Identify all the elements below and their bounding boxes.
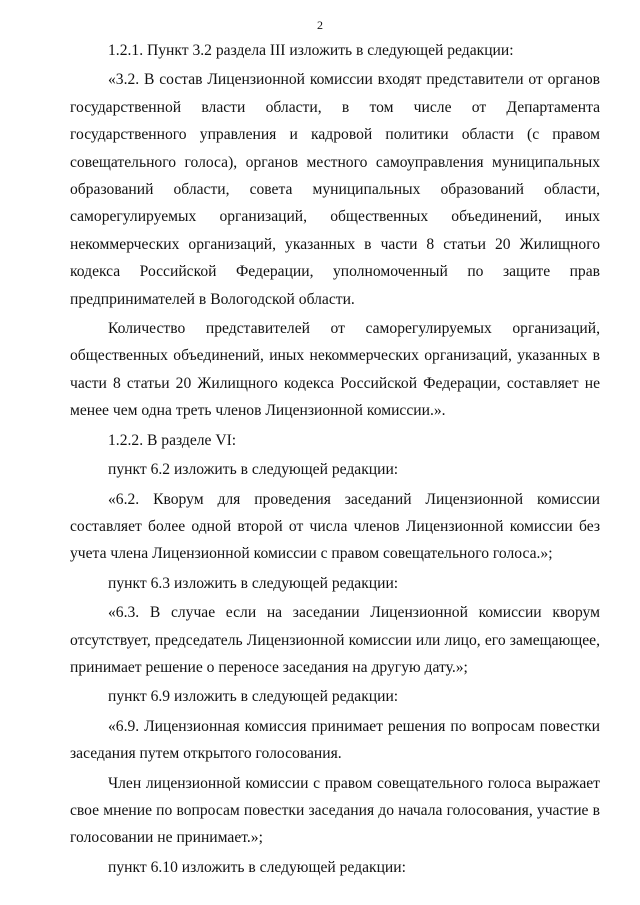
paragraph-1-2-2: 1.2.2. В разделе VI: [108,431,237,449]
page-number: 2 [317,18,323,32]
paragraph-1-2-1: 1.2.1. Пункт 3.2 раздела III изложить в следующей редакции: [108,42,514,59]
paragraph-6-3-heading: пункт 6.3 изложить в следующей редакции: [108,574,399,592]
paragraph-6-2-heading: пункт 6.2 изложить в следующей редакции: [108,461,399,479]
paragraph-3-2: «3.2. В состав Лицензионной комиссии входят представители от органов государственной власти области, в том числе от Департамента государственного управления и кадровой политики области (с правом совещательного голоса), органов местного самоуправления муниципальных образований области, совета муниципальных образований области, саморегулируемых организаций, общественных объединений, иных некоммерческих организаций, указанных в части 8 статьи 20 Жилищного кодекса Российской Федерации, уполномоченный по защите прав предпринимателей в Вологодской области. [70,71,600,308]
paragraph-member-advisory: Член лицензионной комиссии с правом совещательного голоса выражает свое мнение по вопросам повестки заседания до начала голосования, участие в голосовании не принимает.»; [70,774,600,847]
paragraph-6-9: «6.9. Лицензионная комиссия принимает решения по вопросам повестки заседания путем открытого голосования. [70,717,600,763]
paragraph-6-2: «6.2. Кворум для проведения заседаний Лицензионной комиссии составляет более одной второй от числа членов Лицензионной комиссии без учета члена Лицензионной комиссии с правом совещательного голоса.»; [70,490,600,563]
paragraph-6-10-heading: пункт 6.10 изложить в следующей редакции: [108,858,406,876]
paragraph-6-9-heading: пункт 6.9 изложить в следующей редакции: [108,688,399,706]
paragraph-6-3: «6.3. В случае если на заседании Лицензионной комиссии кворум отсутствует, председатель Лицензионной комиссии или лицо, его замещающее, принимает решение о переносе заседания на другую дату.»; [70,604,600,676]
document-body [70,37,600,881]
paragraph-quantity: Количество представителей от саморегулируемых организаций, общественных объединений, иных некоммерческих организаций, указанных в части 8 статьи 20 Жилищного кодекса Российской Федерации, составляет не менее чем одна треть членов Лицензионной комиссии.». [70,320,600,420]
